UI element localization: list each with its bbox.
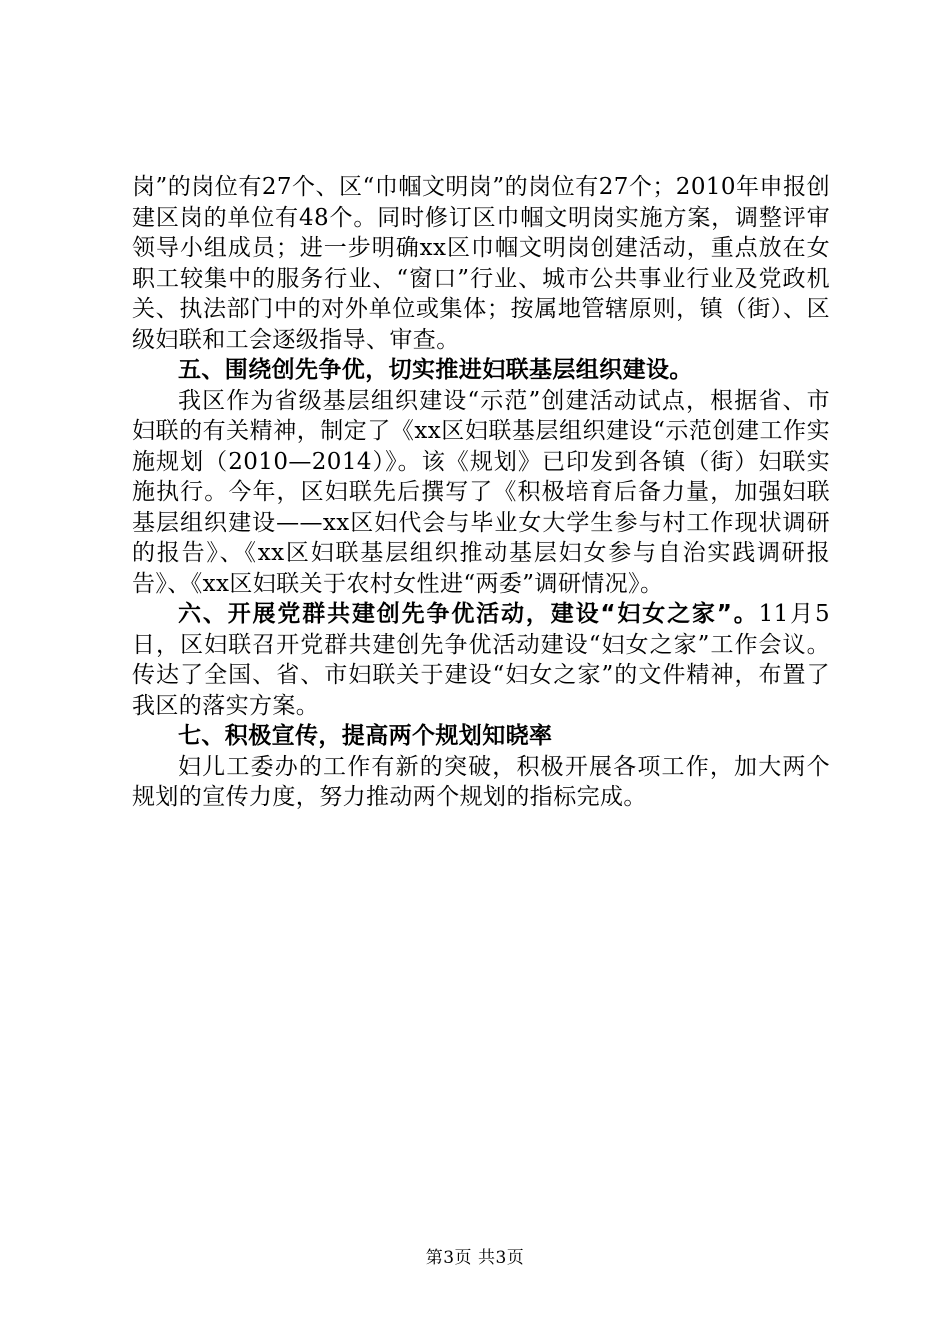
section-heading-6: 六、开展党群共建创先争优活动，建设“妇女之家”。 — [178, 601, 759, 627]
section-heading-5: 五、围绕创先争优，切实推进妇联基层组织建设。 — [178, 357, 693, 383]
document-body — [132, 172, 830, 813]
paragraph-grassroots-organization: 我区作为省级基层组织建设“示范”创建活动试点，根据省、市妇联的有关精神，制定了《xx区妇联基层组织建设“示范创建工作实施规划（2010—2014）》。该《规划》已印发到各镇（街）妇联实施执行。今年，区妇联先后撰写了《积极培育后备力量，加强妇联基层组织建设——xx区妇代会与毕业女大学生参与村工作现状调研的报告》、《xx区妇联基层组织推动基层妇女参与自治实践调研报告》、《xx区妇联关于农村女性进“两委”调研情况》。 — [132, 387, 830, 597]
paragraph-wenminggang: 岗”的岗位有27个、区“巾帼文明岗”的岗位有27个；2010年申报创建区岗的单位有48个。同时修订区巾帼文明岗实施方案，调整评审领导小组成员；进一步明确xx区巾帼文明岗创建活动，重点放在女职工较集中的服务行业、“窗口”行业、城市公共事业行业及党政机关、执法部门中的对外单位或集体；按属地管辖原则，镇（街）、区级妇联和工会逐级指导、审查。 — [132, 174, 830, 353]
paragraph-womens-home — [132, 599, 830, 721]
page-number-footer: 第3页 共3页 — [425, 1248, 525, 1268]
section-heading-7: 七、积极宣传，提高两个规划知晓率 — [178, 723, 553, 749]
paragraph-publicity: 妇儿工委办的工作有新的突破，积极开展各项工作，加大两个规划的宣传力度，努力推动两个规划的指标完成。 — [132, 753, 830, 810]
section-6-body: 11月5日，区妇联召开党群共建创先争优活动建设“妇女之家”工作会议。传达了全国、省、市妇联关于建设“妇女之家”的文件精神，布置了我区的落实方案。 — [132, 601, 830, 719]
